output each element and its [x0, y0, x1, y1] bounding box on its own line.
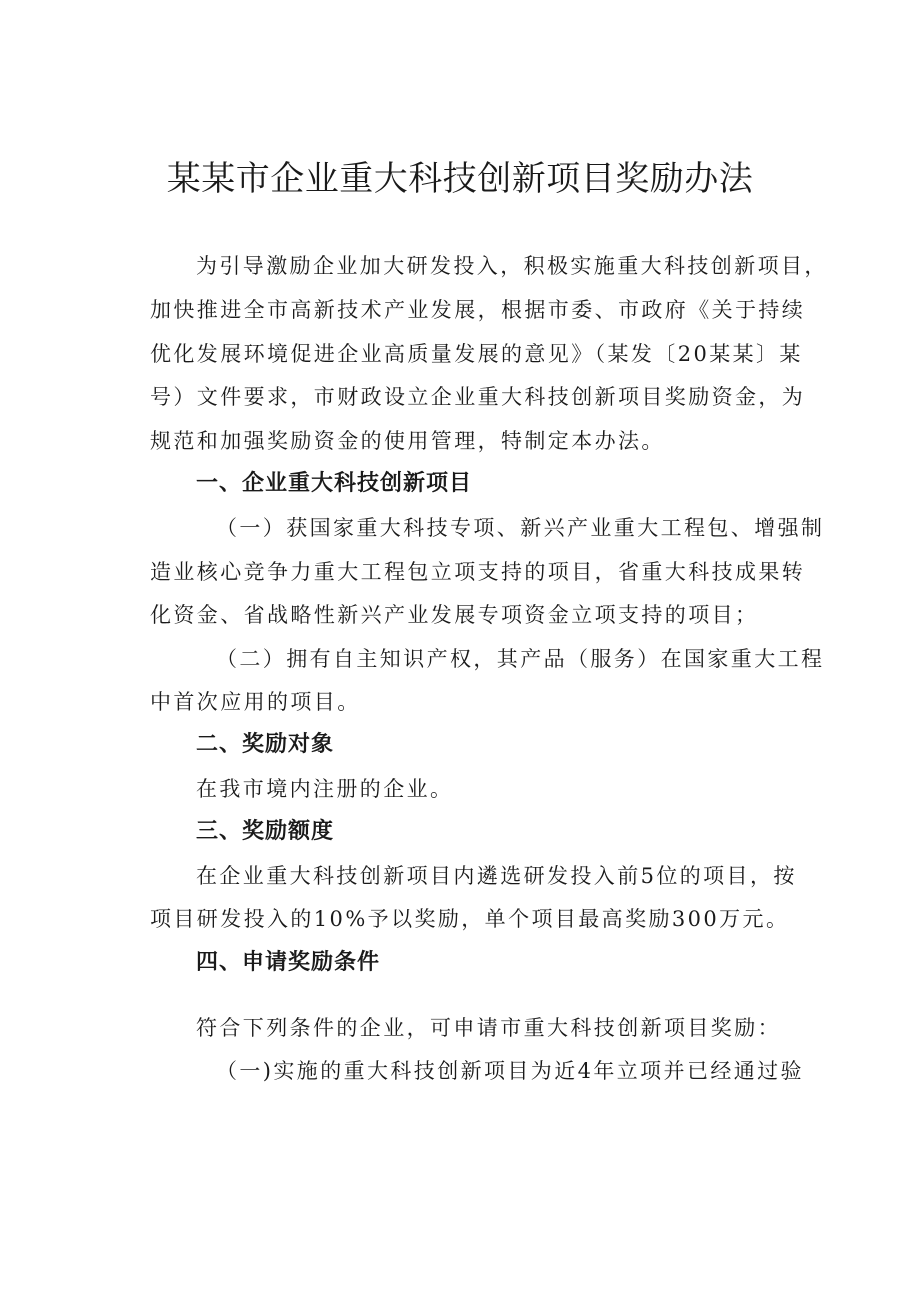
- section3-heading: 三、奖励额度: [196, 819, 335, 844]
- section4-item1: （一)实施的重大科技创新项目为近4年立项并已经通过验: [216, 1059, 804, 1083]
- section4-heading: 四、申请奖励条件: [196, 950, 381, 975]
- document-title: 某某市企业重大科技创新项目奖励办法: [166, 159, 754, 199]
- section1-item2-line-1: （二）拥有自主知识产权，其产品（服务）在国家重大工程: [216, 647, 825, 671]
- section2-heading: 二、奖励对象: [196, 732, 335, 757]
- intro-line-5: 规范和加强奖励资金的使用管理，特制定本办法。: [150, 429, 665, 453]
- section1-item1-line-2: 造业核心竞争力重大工程包立项支持的项目，省重大科技成果转: [150, 560, 806, 584]
- intro-line-2: 加快推进全市高新技术产业发展，根据市委、市政府《关于持续: [150, 298, 806, 322]
- section3-line-1: 在企业重大科技创新项目内遴选研发投入前5位的项目，按: [196, 864, 797, 888]
- section2-body: 在我市境内注册的企业。: [196, 777, 454, 801]
- section1-item1-line-1: （一）获国家重大科技专项、新兴产业重大工程包、增强制: [216, 516, 825, 540]
- section1-item2-line-2: 中首次应用的项目。: [150, 690, 361, 714]
- section1-item1-line-3: 化资金、省战略性新兴产业发展专项资金立项支持的项目；: [150, 603, 759, 627]
- intro-line-4: 号）文件要求，市财政设立企业重大科技创新项目奖励资金，为: [150, 385, 806, 409]
- section3-line-2: 项目研发投入的10%予以奖励，单个项目最高奖励300万元。: [150, 907, 790, 931]
- section1-heading: 一、企业重大科技创新项目: [196, 471, 473, 496]
- intro-line-3: 优化发展环境促进企业高质量发展的意见》（某发〔20某某〕某: [150, 342, 803, 366]
- intro-line-1: 为引导激励企业加大研发投入，积极实施重大科技创新项目，: [196, 254, 828, 278]
- section4-intro: 符合下列条件的企业，可申请市重大科技创新项目奖励：: [196, 1016, 781, 1040]
